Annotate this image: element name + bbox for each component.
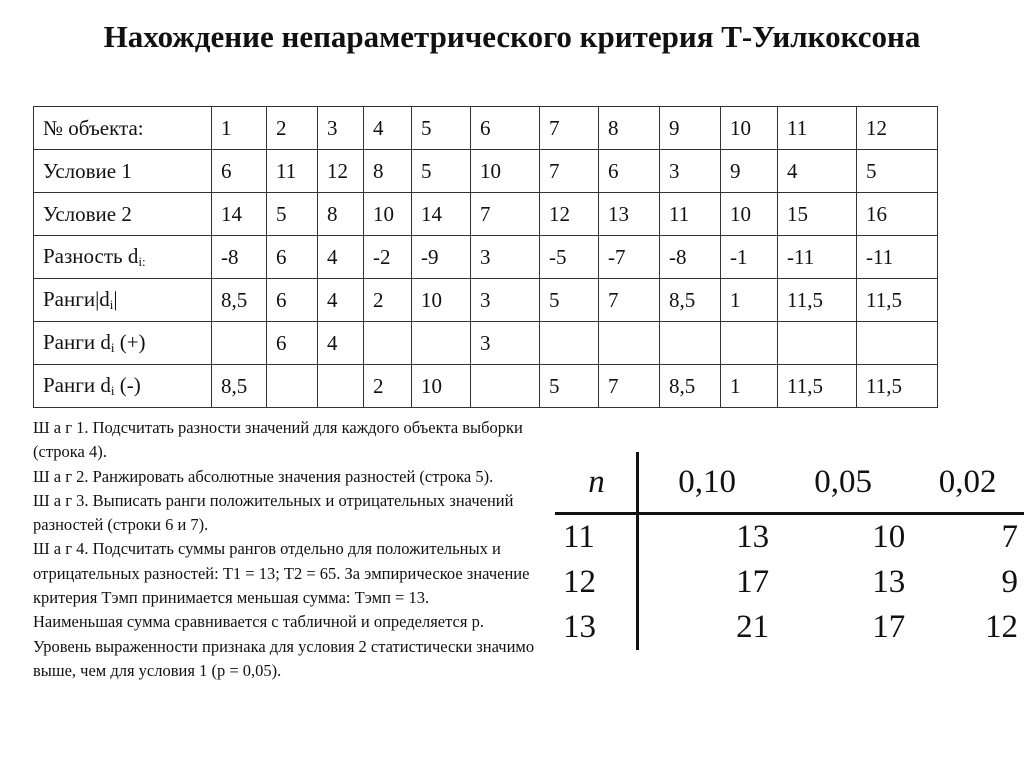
critical-cell: 11 [555,514,638,561]
table-cell: 8 [318,193,364,236]
table-row [34,193,938,236]
table-row [34,279,938,322]
table-row [34,107,938,150]
table-cell: 4 [318,322,364,365]
step-paragraph: Уровень выраженности признака для условия 2 статистически значимо выше, чем для условия 1 (р = 0,05). [33,636,535,680]
table-cell [318,365,364,408]
table-cell: 6 [267,322,318,365]
row-label-subscript: i [109,297,114,312]
table-cell: 7 [599,279,660,322]
table-cell: 8,5 [660,279,721,322]
table-row [34,236,938,279]
table-cell: 12 [857,107,938,150]
table-cell: 12 [540,193,599,236]
critical-header-p010: 0,10 [638,452,776,514]
table-cell: 2 [267,107,318,150]
critical-cell: 17 [736,564,770,600]
table-cell: 6 [471,107,540,150]
table-cell: 7 [471,193,540,236]
critical-cell: 12 [985,609,1018,645]
row-label-subscript: i [110,383,115,398]
row-label-text: Ранги|d [43,287,110,311]
row-label [34,365,212,408]
table-cell: 6 [599,150,660,193]
table-cell: 3 [318,107,364,150]
table-cell: 13 [599,193,660,236]
table-cell: 11,5 [857,365,938,408]
table-cell: 16 [857,193,938,236]
table-cell [660,322,721,365]
table-cell: 5 [267,193,318,236]
row-label-subscript: i [110,340,115,355]
critical-cell: 13 [872,564,906,600]
critical-row [555,514,1024,561]
row-label [34,236,212,279]
table-cell: 3 [471,279,540,322]
table-cell: -8 [212,236,267,279]
table-cell [267,365,318,408]
table-cell: 4 [318,279,364,322]
table-cell [364,322,412,365]
table-cell: 10 [721,107,778,150]
table-cell [212,322,267,365]
table-cell: -2 [364,236,412,279]
table-cell: 7 [540,107,599,150]
table-cell: 5 [412,150,471,193]
row-label-suffix: (-) [114,373,141,397]
step-paragraph: Ш а г 4. Подсчитать суммы рангов отдельно для положительных и отрицательных разностей: Т1 = 13; Т2 = 65. За эмпирическое значение критерия Тэмп принимается меньшая сумма: Тэмп = 13. [33,539,530,608]
table-cell: 3 [660,150,721,193]
table-cell: 11,5 [857,279,938,322]
table-cell: 6 [212,150,267,193]
table-cell [857,322,938,365]
critical-header-n: n [555,452,638,514]
table-cell: 10 [364,193,412,236]
table-cell: 5 [540,279,599,322]
table-cell: 3 [471,322,540,365]
table-cell: 11,5 [778,279,857,322]
critical-row [555,560,1024,605]
table-cell: -5 [540,236,599,279]
table-cell: 14 [212,193,267,236]
table-cell: 9 [721,150,778,193]
table-row [34,322,938,365]
table-cell: 8 [599,107,660,150]
table-cell: -11 [778,236,857,279]
table-cell: -11 [857,236,938,279]
table-cell: 5 [857,150,938,193]
row-label-text: Ранги d [43,330,111,354]
step-paragraph: Ш а г 1. Подсчитать разности значений для каждого объекта выборки (строка 4). [33,418,523,462]
table-cell [599,322,660,365]
row-label [34,107,212,150]
row-label-text: Условие 2 [43,201,132,226]
table-cell: 8,5 [212,365,267,408]
row-label-text: Ранги d [43,373,111,397]
table-cell: 2 [364,279,412,322]
table-cell: 15 [778,193,857,236]
row-label [34,193,212,236]
table-row [34,365,938,408]
table-cell: 2 [364,365,412,408]
table-cell: 7 [599,365,660,408]
row-label [34,322,212,365]
table-cell: 12 [318,150,364,193]
table-cell: -1 [721,236,778,279]
row-label-text: Разность d [43,244,139,268]
table-cell: 10 [721,193,778,236]
table-cell: 14 [412,193,471,236]
critical-header-row [555,452,1024,514]
wilcoxon-data-table [33,106,938,408]
table-cell: -8 [660,236,721,279]
critical-cell: 21 [736,609,770,645]
table-cell: 11 [660,193,721,236]
row-label [34,279,212,322]
table-cell: 6 [267,236,318,279]
table-cell [412,322,471,365]
row-label-subscript: i: [138,254,146,269]
critical-cell: 9 [1001,564,1018,600]
critical-cell: 17 [872,609,906,645]
table-cell: 6 [267,279,318,322]
table-cell: 3 [471,236,540,279]
steps-text [33,416,555,683]
row-label-text: № объекта: [43,115,144,140]
table-cell: 8,5 [212,279,267,322]
table-cell [778,322,857,365]
critical-values-table [555,452,1024,650]
step-paragraph: Наименьшая сумма сравнивается с табличной и определяется р. [33,612,484,632]
table-cell: 1 [721,279,778,322]
table-cell [471,365,540,408]
critical-cell: 13 [736,519,770,555]
table-cell: 4 [318,236,364,279]
table-cell: -7 [599,236,660,279]
step-paragraph: Ш а г 3. Выписать ранги положительных и отрицательных значений разностей (строки 6 и 7). [33,490,514,535]
critical-cell: 12 [555,560,638,605]
table-cell [721,322,778,365]
row-label-suffix: (+) [114,330,146,354]
table-cell: -9 [412,236,471,279]
step-paragraph: Ш а г 2. Ранжировать абсолютные значения разностей (строка 5). [33,466,494,486]
table-cell: 1 [721,365,778,408]
page-title: Нахождение непараметрического критерия Т-Уилкоксона [103,19,921,54]
table-cell: 4 [778,150,857,193]
table-cell: 11,5 [778,365,857,408]
table-row [34,150,938,193]
table-cell [540,322,599,365]
table-cell: 11 [267,150,318,193]
critical-cell: 10 [872,519,906,555]
row-label-suffix: | [113,287,118,311]
table-cell: 8,5 [660,365,721,408]
table-cell: 7 [540,150,599,193]
critical-header-p002: 0,02 [911,452,1024,514]
table-cell: 10 [412,279,471,322]
row-label-text: Условие 1 [43,158,132,183]
table-cell: 11 [778,107,857,150]
table-cell: 9 [660,107,721,150]
table-cell: 4 [364,107,412,150]
critical-cell: 13 [555,605,638,650]
table-cell: 8 [364,150,412,193]
row-label [34,150,212,193]
critical-header-p005: 0,05 [775,452,911,514]
table-cell: 1 [212,107,267,150]
table-cell: 5 [540,365,599,408]
critical-row [555,605,1024,650]
critical-cell: 7 [1001,519,1018,555]
table-cell: 10 [471,150,540,193]
table-cell: 5 [412,107,471,150]
table-cell: 10 [412,365,471,408]
